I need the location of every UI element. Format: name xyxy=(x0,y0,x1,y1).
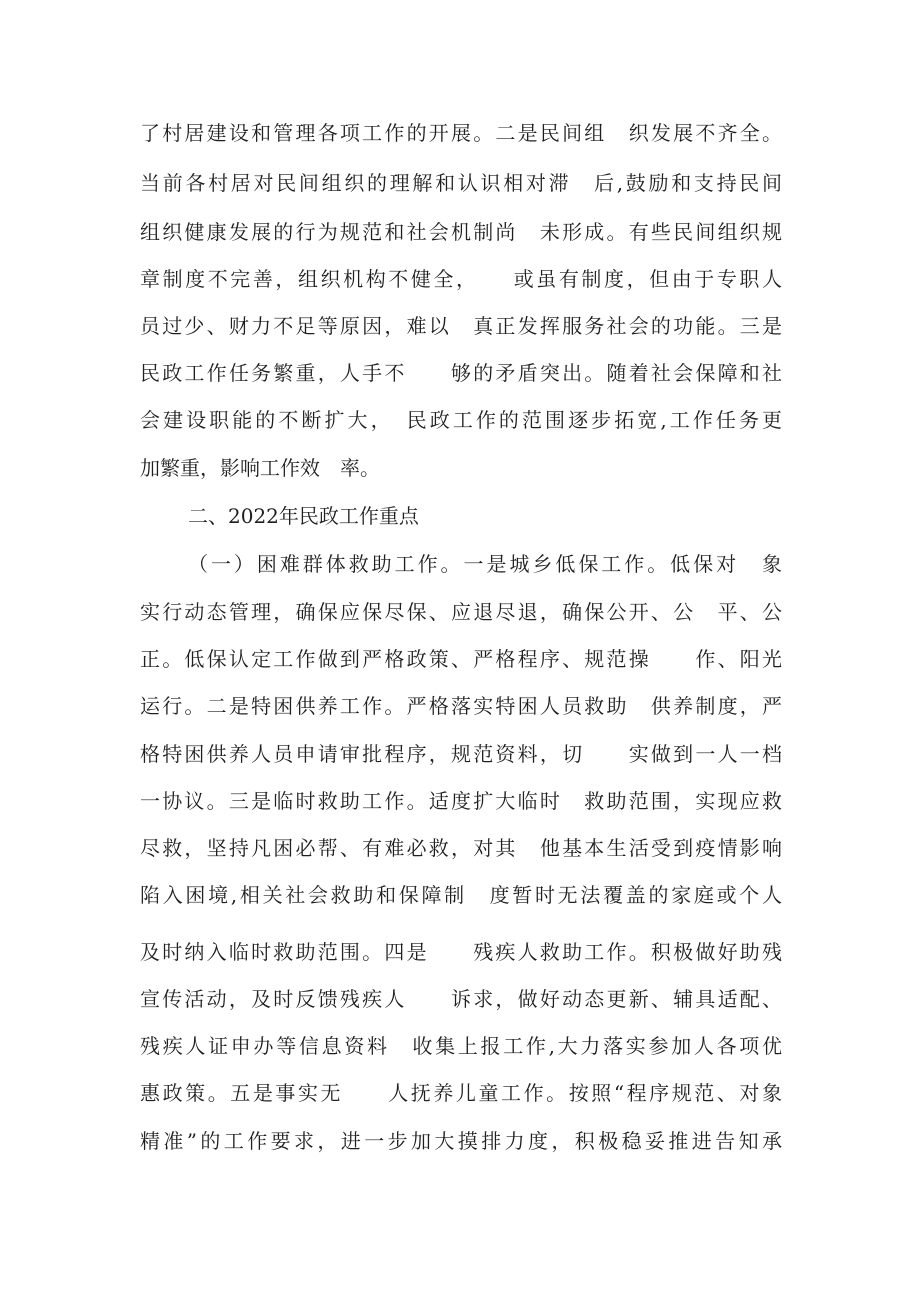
paragraph-line: 了村居建设和管理各项工作的开展。二是民间组 织发展不齐全。 xyxy=(140,121,782,145)
paragraph-first-line: （一）困难群体救助工作。一是城乡低保工作。低保对 象 xyxy=(188,552,782,576)
paragraph-line: 章制度不完善，组织机构不健全， 或虽有制度，但由于专职人 xyxy=(140,267,782,291)
paragraph-line: 精准”的工作要求，进一步加大摸排力度，积极稳妥推进告知承 xyxy=(140,1129,782,1153)
paragraph-line: 宣传活动，及时反馈残疾人 诉求，做好动态更新、辅具适配、 xyxy=(140,987,782,1011)
paragraph-line: 及时纳入临时救助范围。四是 残疾人救助工作。积极做好助残 xyxy=(140,940,782,964)
paragraph-line: 当前各村居对民间组织的理解和认识相对滞 后,鼓励和支持民间 xyxy=(140,171,782,195)
paragraph-line: 一协议。三是临时救助工作。适度扩大临时 救助范围，实现应救 xyxy=(140,789,782,813)
paragraph-line: 组织健康发展的行为规范和社会机制尚 未形成。有些民间组织规 xyxy=(140,220,782,244)
paragraph-line: 民政工作任务繁重，人手不 够的矛盾突出。随着社会保障和社 xyxy=(140,361,782,385)
paragraph-line: 尽救，坚持凡困必帮、有难必救，对其 他基本生活受到疫情影响 xyxy=(140,836,782,860)
paragraph-line: 惠政策。五是事实无 人抚养儿童工作。按照“程序规范、对象 xyxy=(140,1081,782,1105)
paragraph-line: 正。低保认定工作做到严格政策、严格程序、规范操 作、阳光 xyxy=(140,647,782,671)
section-heading: 二、2022年民政工作重点 xyxy=(188,504,419,528)
paragraph-line: 运行。二是特困供养工作。严格落实特困人员救助 供养制度，严 xyxy=(140,694,782,718)
paragraph-line: 员过少、财力不足等原因，难以 真正发挥服务社会的功能。三是 xyxy=(140,314,782,338)
paragraph-line: 格特困供养人员申请审批程序，规范资料，切 实做到一人一档 xyxy=(140,742,782,766)
paragraph-line: 残疾人证申办等信息资料 收集上报工作,大力落实参加人各项优 xyxy=(140,1034,782,1058)
paragraph-line: 实行动态管理，确保应保尽保、应退尽退，确保公开、公 平、公 xyxy=(140,600,782,624)
paragraph-line: 会建设职能的不断扩大， 民政工作的范围逐步拓宽,工作任务更 xyxy=(140,408,782,432)
paragraph-line: 陷入困境,相关社会救助和保障制 度暂时无法覆盖的家庭或个人 xyxy=(140,883,782,907)
paragraph-last-line: 加繁重，影响工作效 率。 xyxy=(140,456,380,480)
